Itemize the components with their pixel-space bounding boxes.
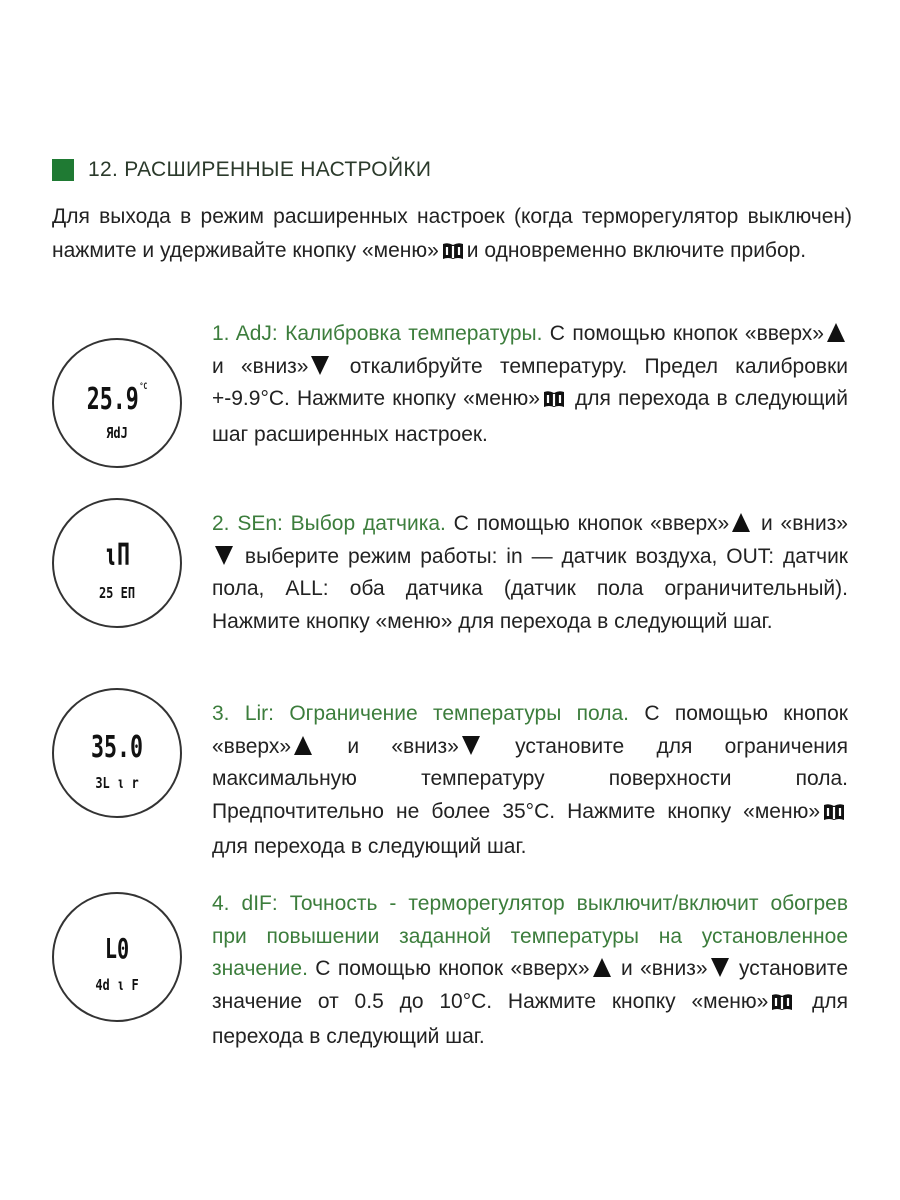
lcd-main-value: $25.9^{^\circ C}$ — [86, 382, 148, 417]
step-4-lead: 4. dIF: — [212, 892, 278, 915]
triangle-up-icon — [294, 736, 312, 755]
lcd-main-value: ιΠ — [103, 538, 131, 573]
lcd-sub-label: 25 EΠ — [98, 584, 136, 602]
lcd-sub-label: ЯdJ — [106, 424, 128, 442]
lcd-display-1 — [52, 338, 182, 468]
section-marker-square — [52, 159, 74, 181]
book-menu-icon — [442, 237, 464, 271]
triangle-up-icon — [593, 958, 611, 977]
step-1-text: 1. AdJ: Калибровка температуры. С помощью кнопок «вверх» и «вниз» откалибруйте температуру. Предел калибровки +-9.9°C. Нажмите кнопку «меню» для перехода в следующий шаг расширенных настроек. — [212, 322, 848, 446]
lcd-main-value: 35.0 — [90, 730, 144, 765]
book-menu-icon — [771, 989, 793, 1022]
lcd-display-2 — [52, 498, 182, 628]
triangle-down-icon — [711, 958, 729, 977]
lcd-display-4 — [52, 892, 182, 1022]
intro-text-end: и одновременно включите прибор. — [466, 239, 807, 262]
triangle-down-icon — [311, 356, 329, 375]
intro-paragraph — [52, 200, 852, 271]
lcd-display-3 — [52, 688, 182, 818]
triangle-down-icon — [462, 736, 480, 755]
step-1-lead: 1. AdJ: Калибровка температуры. — [212, 322, 543, 345]
step-2-lead: 2. SEn: Выбор датчика. — [212, 512, 446, 535]
book-menu-icon — [543, 386, 565, 419]
triangle-up-icon — [732, 513, 750, 532]
step-3-text: 3. Lir: Ограничение температуры пола. С помощью кнопок «вверх» и «вниз» установите для ограничения максимальную температуру поверхности пола. Предпочтительно не более 35°C. Нажмите кнопку «меню» для перехода в следующий шаг. — [212, 702, 849, 858]
triangle-down-icon — [215, 546, 233, 565]
lcd-sub-label: 3L ι r — [95, 774, 139, 792]
triangle-up-icon — [827, 323, 845, 342]
step-4-text: 4. dIF: Точность - терморегулятор выключит/включит обогрев при повышении заданной температуры на установленное значение. С помощью кнопок «вверх» и «вниз» установите значение от 0.5 до 10°C. Нажмите кнопку «меню» для перехода в следующий шаг. — [212, 892, 848, 1048]
intro-text: Для выхода в режим расширенных настроек (когда терморегулятор выключен) нажмите и удерживайте кнопку «меню» — [52, 205, 852, 262]
book-menu-icon — [823, 799, 845, 832]
section-title: 12. РАСШИРЕННЫЕ НАСТРОЙКИ — [88, 158, 432, 181]
step-3-lead: 3. Lir: Ограничение температуры пола. — [212, 702, 629, 725]
section-header — [52, 158, 431, 182]
lcd-main-value: L0 — [104, 932, 130, 965]
step-2-text: 2. SEn: Выбор датчика. С помощью кнопок «вверх» и «вниз» выберите режим работы: in — датчик воздуха, OUT: датчик пола, ALL: оба датчика (датчик пола ограничительный). Нажмите кнопку «меню» для перехода в следующий шаг. — [212, 512, 848, 633]
lcd-sub-label: 4d ι F — [95, 976, 139, 994]
